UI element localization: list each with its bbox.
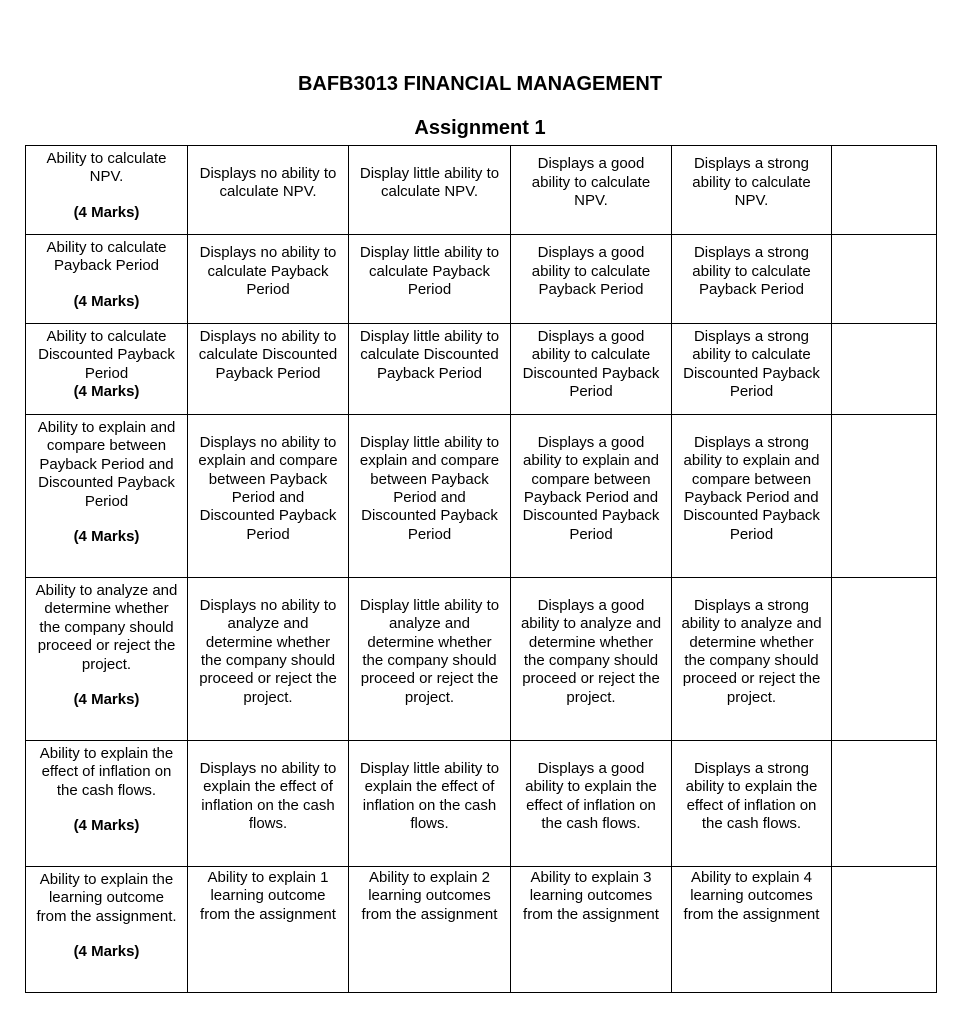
criterion-text: Ability to explain and compare between Payback Period and Discounted Payback Period (37, 419, 176, 510)
criterion-cell (26, 146, 188, 235)
score-cell (832, 867, 937, 993)
level-no-ability: Displays no ability to analyze and determine whether the company should proceed or reject the project. (188, 578, 349, 741)
marks-label: (4 Marks) (73, 383, 140, 401)
level-good-ability: Displays a good ability to analyze and determine whether the company should proceed or reject the project. (511, 578, 672, 741)
criterion-text: Ability to explain the learning outcome from the assignment. (36, 871, 177, 925)
rubric-table (25, 145, 937, 993)
marks-label: (4 Marks) (73, 203, 140, 221)
level-no-ability: Displays no ability to calculate Payback Period (188, 235, 349, 324)
level-little-ability: Display little ability to explain the effect of inflation on the cash flows. (349, 741, 511, 867)
level-little-ability: Display little ability to calculate NPV. (349, 146, 511, 235)
criterion-text: Ability to explain the effect of inflation on the cash flows. (39, 745, 174, 799)
criterion-text: Ability to analyze and determine whether the company should proceed or reject the project. (35, 582, 178, 673)
rubric-row (26, 324, 937, 415)
score-cell (832, 415, 937, 578)
rubric-row (26, 741, 937, 867)
level-no-ability: Displays no ability to calculate Discounted Payback Period (188, 324, 349, 415)
level-strong-ability: Displays a strong ability to calculate NPV. (672, 146, 832, 235)
level-no-ability: Displays no ability to explain and compare between Payback Period and Discounted Payback Period (188, 415, 349, 578)
level-no-ability: Displays no ability to calculate NPV. (188, 146, 349, 235)
level-good-ability: Displays a good ability to calculate Payback Period (511, 235, 672, 324)
criterion-text: Ability to calculate NPV. (46, 150, 167, 186)
criterion-cell (26, 578, 188, 741)
rubric-row (26, 415, 937, 578)
score-cell (832, 235, 937, 324)
marks-label: (4 Marks) (73, 292, 140, 310)
criterion-cell (26, 235, 188, 324)
level-good-ability: Displays a good ability to calculate NPV. (511, 146, 672, 235)
level-two-outcomes: Ability to explain 2 learning outcomes from the assignment (349, 867, 511, 993)
level-good-ability: Displays a good ability to calculate Discounted Payback Period (511, 324, 672, 415)
level-strong-ability: Displays a strong ability to analyze and determine whether the company should proceed or reject the project. (672, 578, 832, 741)
level-little-ability: Display little ability to explain and compare between Payback Period and Discounted Payback Period (349, 415, 511, 578)
document-title: BAFB3013 FINANCIAL MANAGEMENT (297, 73, 663, 95)
marks-label: (4 Marks) (73, 817, 140, 835)
level-strong-ability: Displays a strong ability to calculate Payback Period (672, 235, 832, 324)
marks-label: (4 Marks) (73, 943, 140, 961)
level-one-outcome: Ability to explain 1 learning outcome from the assignment (188, 867, 349, 993)
level-four-outcomes: Ability to explain 4 learning outcomes from the assignment (672, 867, 832, 993)
criterion-cell (26, 867, 188, 993)
level-three-outcomes: Ability to explain 3 learning outcomes from the assignment (511, 867, 672, 993)
rubric-row (26, 867, 937, 993)
marks-label: (4 Marks) (73, 691, 140, 709)
document-subtitle: Assignment 1 (414, 117, 546, 139)
score-cell (832, 146, 937, 235)
rubric-row (26, 235, 937, 324)
criterion-cell (26, 415, 188, 578)
level-no-ability: Displays no ability to explain the effect of inflation on the cash flows. (188, 741, 349, 867)
level-strong-ability: Displays a strong ability to calculate Discounted Payback Period (672, 324, 832, 415)
level-little-ability: Display little ability to analyze and determine whether the company should proceed or reject the project. (349, 578, 511, 741)
level-strong-ability: Displays a strong ability to explain and compare between Payback Period and Discounted Payback Period (672, 415, 832, 578)
criterion-text: Ability to calculate Payback Period (46, 239, 167, 275)
level-strong-ability: Displays a strong ability to explain the effect of inflation on the cash flows. (672, 741, 832, 867)
level-little-ability: Display little ability to calculate Payback Period (349, 235, 511, 324)
score-cell (832, 741, 937, 867)
rubric-row (26, 578, 937, 741)
score-cell (832, 324, 937, 415)
criterion-cell (26, 324, 188, 415)
criterion-text: Ability to calculate Discounted Payback Period (38, 328, 175, 382)
score-cell (832, 578, 937, 741)
level-good-ability: Displays a good ability to explain and compare between Payback Period and Discounted Payback Period (511, 415, 672, 578)
level-good-ability: Displays a good ability to explain the effect of inflation on the cash flows. (511, 741, 672, 867)
level-little-ability: Display little ability to calculate Discounted Payback Period (349, 324, 511, 415)
rubric-row (26, 146, 937, 235)
criterion-cell (26, 741, 188, 867)
marks-label: (4 Marks) (73, 528, 140, 546)
